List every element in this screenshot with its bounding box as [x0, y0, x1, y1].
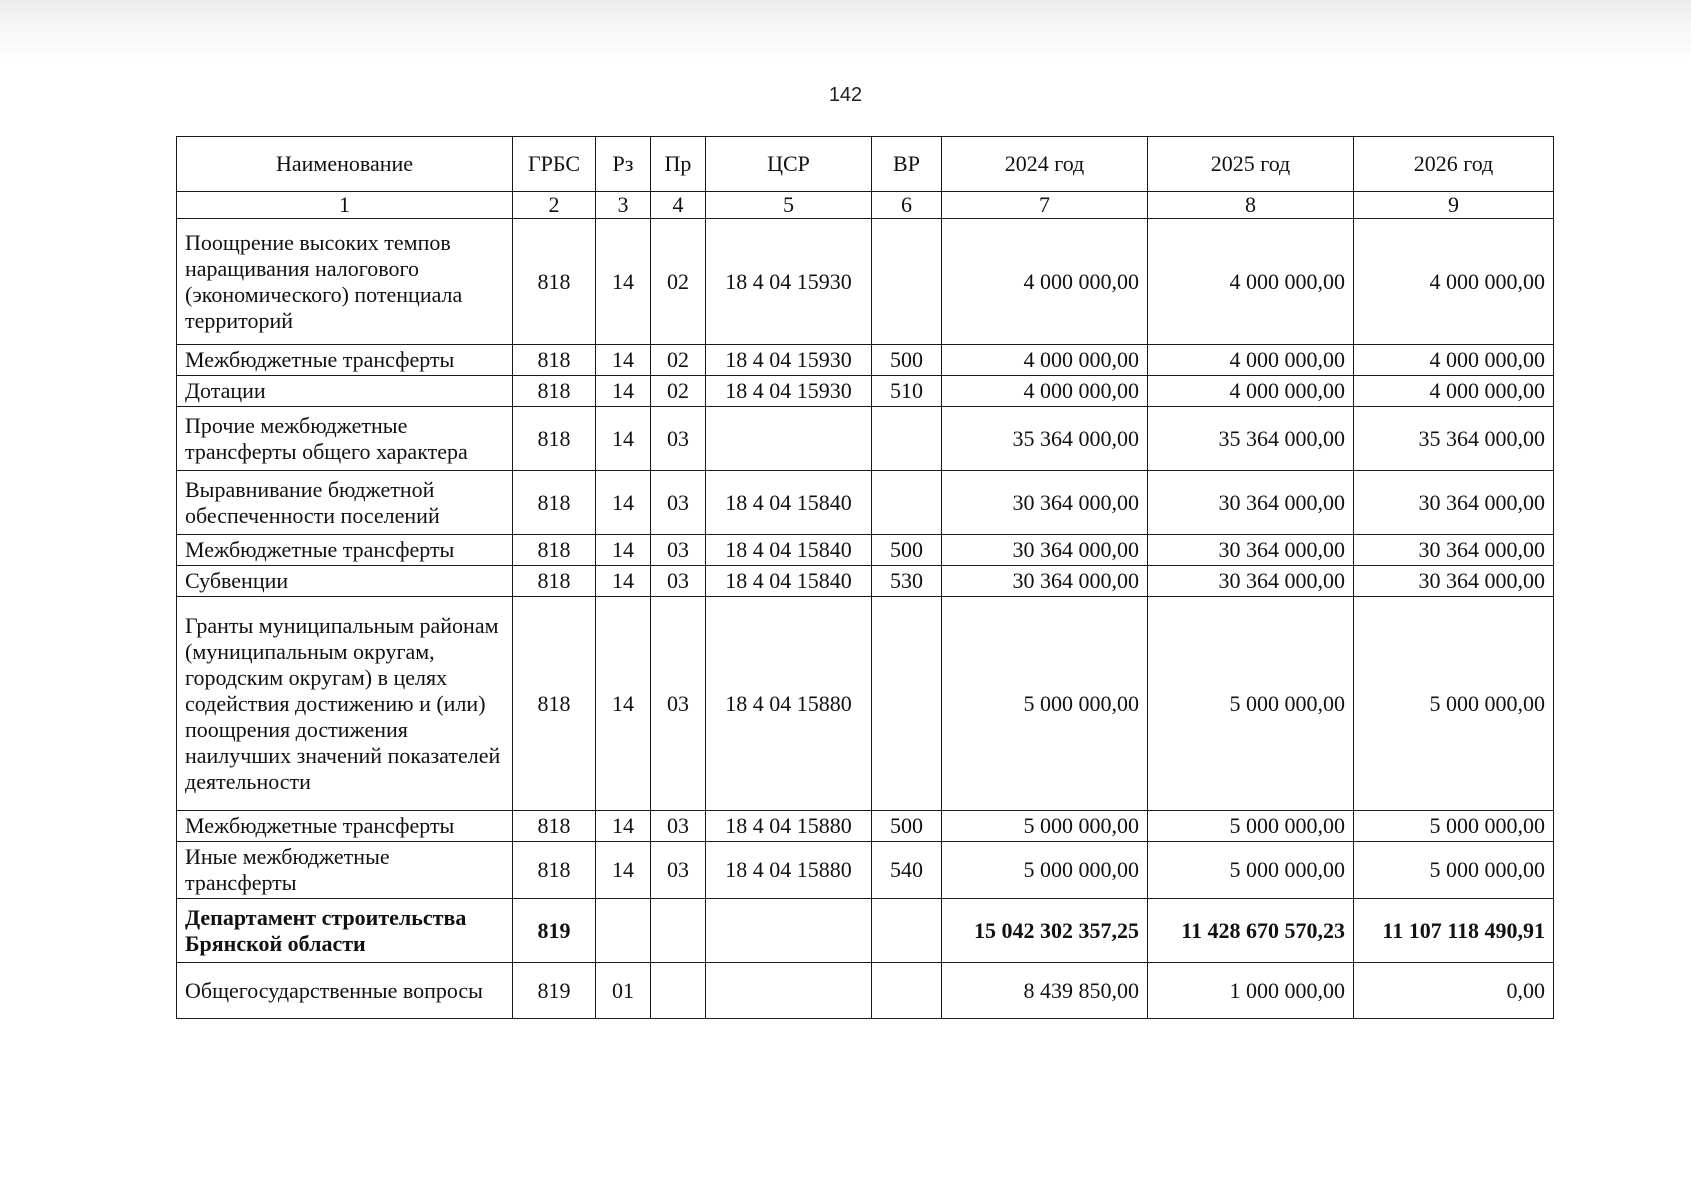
row-2024: 4 000 000,00	[942, 376, 1148, 407]
row-2025: 1 000 000,00	[1148, 963, 1354, 1019]
header-row	[177, 137, 1554, 192]
column-number-row	[177, 192, 1554, 219]
row-csr: 18 4 04 15930	[706, 376, 872, 407]
row-name: Субвенции	[177, 566, 513, 597]
header-2026: 2026 год	[1354, 137, 1554, 192]
row-name: Дотации	[177, 376, 513, 407]
row-2026: 5 000 000,00	[1354, 597, 1554, 811]
row-2025: 4 000 000,00	[1148, 219, 1354, 345]
row-name: Межбюджетные трансферты	[177, 811, 513, 842]
row-2026: 11 107 118 490,91	[1354, 899, 1554, 963]
row-pr: 03	[651, 811, 706, 842]
row-2025: 4 000 000,00	[1148, 345, 1354, 376]
table-row	[177, 566, 1554, 597]
row-csr	[706, 407, 872, 471]
row-rz	[596, 899, 651, 963]
row-2025: 5 000 000,00	[1148, 597, 1354, 811]
row-2025: 30 364 000,00	[1148, 566, 1354, 597]
row-2026: 4 000 000,00	[1354, 345, 1554, 376]
row-2026: 4 000 000,00	[1354, 219, 1554, 345]
row-pr: 02	[651, 219, 706, 345]
row-grbs: 818	[513, 345, 596, 376]
row-2024: 35 364 000,00	[942, 407, 1148, 471]
row-vr	[872, 219, 942, 345]
row-2025: 5 000 000,00	[1148, 811, 1354, 842]
row-pr	[651, 963, 706, 1019]
header-2024: 2024 год	[942, 137, 1148, 192]
row-grbs: 818	[513, 471, 596, 535]
row-rz: 14	[596, 811, 651, 842]
row-2024: 5 000 000,00	[942, 597, 1148, 811]
row-rz: 14	[596, 471, 651, 535]
row-2026: 30 364 000,00	[1354, 535, 1554, 566]
row-grbs: 818	[513, 535, 596, 566]
table-row	[177, 842, 1554, 899]
row-2024: 4 000 000,00	[942, 219, 1148, 345]
column-number: 4	[651, 192, 706, 219]
row-2025: 11 428 670 570,23	[1148, 899, 1354, 963]
row-pr: 03	[651, 842, 706, 899]
row-grbs: 818	[513, 811, 596, 842]
table-row	[177, 963, 1554, 1019]
row-2024: 5 000 000,00	[942, 842, 1148, 899]
row-name: Поощрение высоких темпов наращивания налогового (экономического) потенциала территорий	[177, 219, 513, 345]
budget-table	[176, 136, 1554, 1019]
header-2025: 2025 год	[1148, 137, 1354, 192]
page-number: 142	[828, 84, 863, 106]
row-rz: 14	[596, 535, 651, 566]
column-number: 5	[706, 192, 872, 219]
header-rz: Рз	[596, 137, 651, 192]
row-2024: 4 000 000,00	[942, 345, 1148, 376]
row-csr: 18 4 04 15930	[706, 345, 872, 376]
row-grbs: 819	[513, 899, 596, 963]
column-number: 6	[872, 192, 942, 219]
row-2025: 30 364 000,00	[1148, 535, 1354, 566]
header-pr: Пр	[651, 137, 706, 192]
row-name: Межбюджетные трансферты	[177, 345, 513, 376]
row-csr: 18 4 04 15840	[706, 566, 872, 597]
row-2024: 8 439 850,00	[942, 963, 1148, 1019]
row-grbs: 818	[513, 407, 596, 471]
row-2026: 4 000 000,00	[1354, 376, 1554, 407]
column-number: 9	[1354, 192, 1554, 219]
row-2026: 35 364 000,00	[1354, 407, 1554, 471]
row-2026: 5 000 000,00	[1354, 842, 1554, 899]
header-csr: ЦСР	[706, 137, 872, 192]
table-row	[177, 811, 1554, 842]
column-number: 3	[596, 192, 651, 219]
scan-edge-shading	[0, 0, 1691, 60]
row-2024: 30 364 000,00	[942, 471, 1148, 535]
row-pr: 03	[651, 407, 706, 471]
row-2026: 30 364 000,00	[1354, 566, 1554, 597]
row-pr: 03	[651, 566, 706, 597]
row-rz: 14	[596, 219, 651, 345]
header-name: Наименование	[177, 137, 513, 192]
row-grbs: 818	[513, 842, 596, 899]
row-rz: 14	[596, 407, 651, 471]
row-grbs: 819	[513, 963, 596, 1019]
row-vr: 540	[872, 842, 942, 899]
row-csr	[706, 899, 872, 963]
row-vr	[872, 963, 942, 1019]
row-pr: 02	[651, 376, 706, 407]
column-number: 2	[513, 192, 596, 219]
column-number: 1	[177, 192, 513, 219]
row-name: Общегосударственные вопросы	[177, 963, 513, 1019]
row-vr	[872, 597, 942, 811]
row-pr: 03	[651, 597, 706, 811]
row-name: Выравнивание бюджетной обеспеченности поселений	[177, 471, 513, 535]
row-name: Иные межбюджетные трансферты	[177, 842, 513, 899]
row-vr	[872, 471, 942, 535]
row-2025: 5 000 000,00	[1148, 842, 1354, 899]
row-rz: 14	[596, 345, 651, 376]
row-2026: 0,00	[1354, 963, 1554, 1019]
column-number: 7	[942, 192, 1148, 219]
row-vr: 500	[872, 535, 942, 566]
row-rz: 14	[596, 376, 651, 407]
row-csr: 18 4 04 15880	[706, 811, 872, 842]
row-csr	[706, 963, 872, 1019]
row-2025: 30 364 000,00	[1148, 471, 1354, 535]
row-name: Департамент строительства Брянской области	[177, 899, 513, 963]
table-row	[177, 899, 1554, 963]
row-grbs: 818	[513, 376, 596, 407]
row-pr: 03	[651, 471, 706, 535]
row-2026: 30 364 000,00	[1354, 471, 1554, 535]
header-grbs: ГРБС	[513, 137, 596, 192]
table-row	[177, 535, 1554, 566]
row-csr: 18 4 04 15930	[706, 219, 872, 345]
row-pr: 02	[651, 345, 706, 376]
row-vr: 500	[872, 811, 942, 842]
row-grbs: 818	[513, 566, 596, 597]
row-vr	[872, 899, 942, 963]
row-csr: 18 4 04 15880	[706, 597, 872, 811]
row-pr: 03	[651, 535, 706, 566]
row-name: Гранты муниципальным районам (муниципальным округам, городским округам) в целях содействия достижению и (или) поощрения достижения наилучших значений показателей деятельности	[177, 597, 513, 811]
row-grbs: 818	[513, 219, 596, 345]
row-2024: 30 364 000,00	[942, 535, 1148, 566]
row-csr: 18 4 04 15840	[706, 535, 872, 566]
row-pr	[651, 899, 706, 963]
row-rz: 01	[596, 963, 651, 1019]
row-name: Межбюджетные трансферты	[177, 535, 513, 566]
row-vr	[872, 407, 942, 471]
row-csr: 18 4 04 15840	[706, 471, 872, 535]
row-name: Прочие межбюджетные трансферты общего характера	[177, 407, 513, 471]
row-rz: 14	[596, 842, 651, 899]
row-2024: 5 000 000,00	[942, 811, 1148, 842]
table-row	[177, 471, 1554, 535]
table-row	[177, 219, 1554, 345]
row-rz: 14	[596, 597, 651, 811]
row-2026: 5 000 000,00	[1354, 811, 1554, 842]
header-vr: ВР	[872, 137, 942, 192]
table-row	[177, 597, 1554, 811]
row-2025: 4 000 000,00	[1148, 376, 1354, 407]
column-number: 8	[1148, 192, 1354, 219]
row-csr: 18 4 04 15880	[706, 842, 872, 899]
table-row	[177, 345, 1554, 376]
row-rz: 14	[596, 566, 651, 597]
row-vr: 510	[872, 376, 942, 407]
row-vr: 500	[872, 345, 942, 376]
row-2025: 35 364 000,00	[1148, 407, 1354, 471]
row-vr: 530	[872, 566, 942, 597]
table-row	[177, 376, 1554, 407]
row-2024: 15 042 302 357,25	[942, 899, 1148, 963]
row-grbs: 818	[513, 597, 596, 811]
row-2024: 30 364 000,00	[942, 566, 1148, 597]
table-row	[177, 407, 1554, 471]
